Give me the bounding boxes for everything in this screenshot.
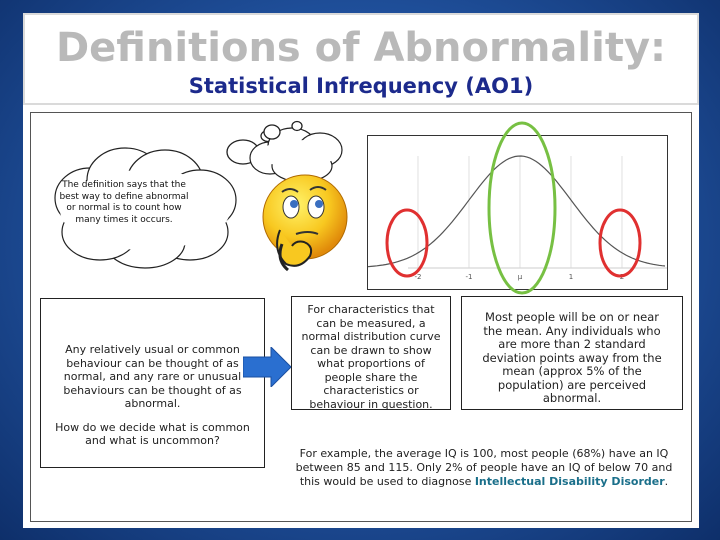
page-subtitle: Statistical Infrequency (AO1) xyxy=(188,74,534,98)
centre-highlight xyxy=(489,123,555,293)
title-box xyxy=(23,13,699,105)
tick-label: 1 xyxy=(568,273,574,281)
tick-label: 2 xyxy=(619,273,625,281)
tick-label: μ xyxy=(517,273,523,281)
page-title: Definitions of Abnormality: xyxy=(55,25,667,71)
graph-highlight-ellipses xyxy=(367,118,668,298)
thought-cloud-text: The definition says that the best way to define abnormal or normal is to count how many times it occurs. xyxy=(59,180,189,225)
left-text-box xyxy=(40,298,265,468)
left-tail-highlight xyxy=(387,210,427,276)
tick-label: -2 xyxy=(414,273,422,281)
tick-label: -1 xyxy=(465,273,473,281)
middle-text-box: For characteristics that can be measured, a normal distribution curve can be drawn to show what proportions of people share the characteristics or behaviour in question. xyxy=(291,296,451,410)
left-box-paragraph-2: How do we decide what is common and what is uncommon? xyxy=(55,420,250,447)
left-box-paragraph-1: Any relatively usual or common behaviour can be thought of as normal, and any rare or unusual behaviours can be thought of as abnormal. xyxy=(63,343,242,410)
example-highlight: Intellectual Disability Disorder xyxy=(474,475,665,488)
right-tail-highlight xyxy=(600,210,640,276)
iq-example-text xyxy=(284,447,684,489)
right-text-box: Most people will be on or near the mean. Any individuals who are more than 2 standard deviation points away from the mean (approx 5% of the population) are perceived abnormal. xyxy=(461,296,683,410)
right-arrow-icon xyxy=(243,347,291,387)
thinking-face-icon xyxy=(258,172,353,277)
example-text-after: . xyxy=(664,475,669,488)
example-text-before: For example, the average IQ is 100, most people (68%) have an IQ between 85 and 115. Only 2% of people have an IQ of below 70 and this would be used to diagnose xyxy=(295,447,673,488)
